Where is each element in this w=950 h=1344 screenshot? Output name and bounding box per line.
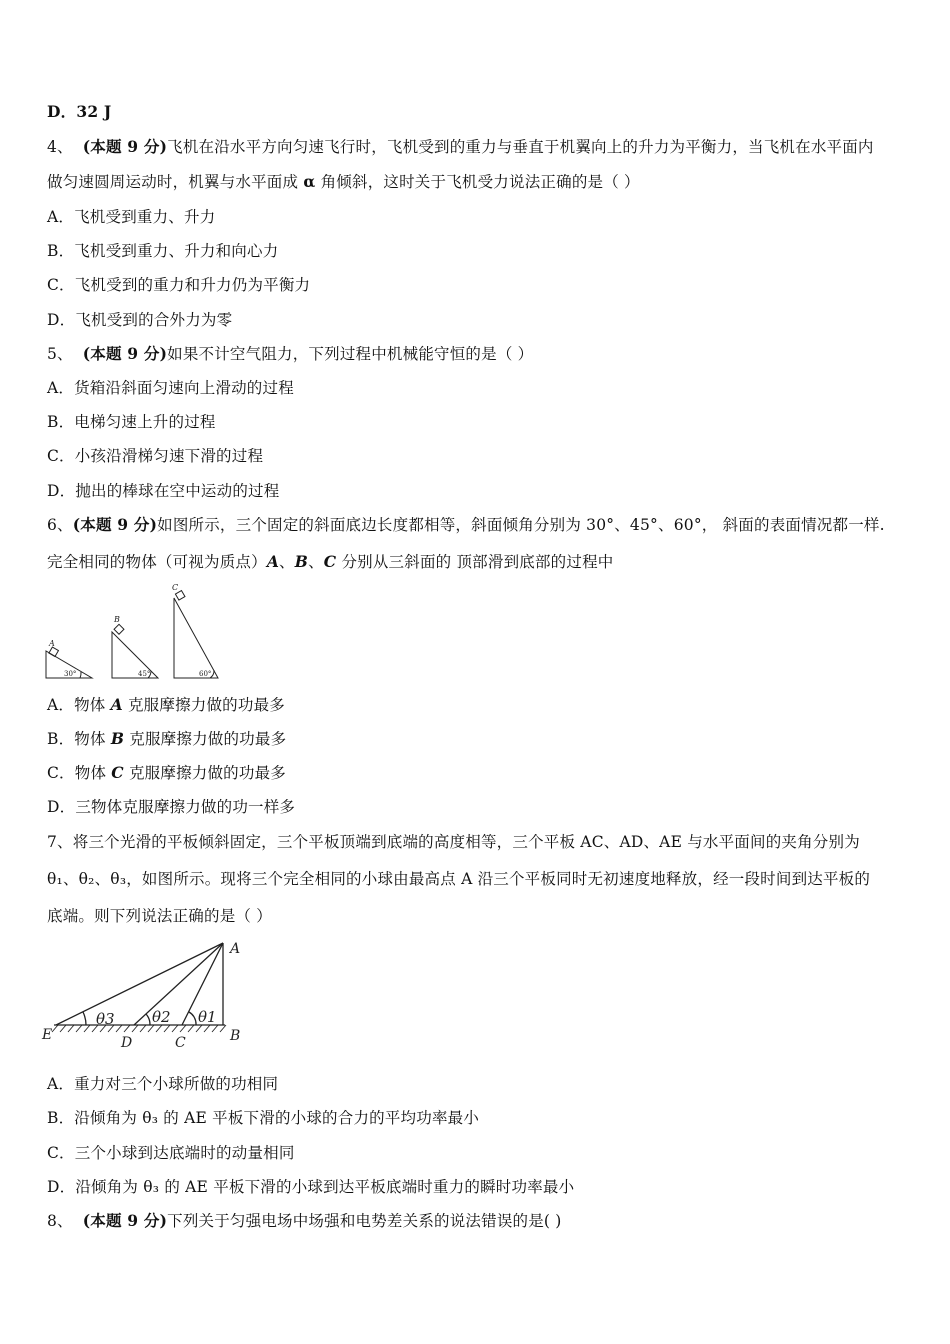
q6-option-b-obj: B <box>110 729 125 748</box>
angle-arc-theta1 <box>189 1012 196 1025</box>
q4-stem-line2 <box>47 172 640 192</box>
q6-option-a-prefix: A．物体 <box>47 696 111 714</box>
q7-option-b: B．沿倾角为 θ₃ 的 AE 平板下滑的小球的合力的平均功率最小 <box>47 1109 480 1127</box>
q6-option-b-suffix: 克服摩擦力做的功最多 <box>124 730 287 748</box>
q7-board-figure <box>40 935 255 1050</box>
q4-option-a: A．飞机受到重力、升力 <box>47 208 216 226</box>
q7-option-a: A．重力对三个小球所做的功相同 <box>47 1075 279 1093</box>
q6-obj-a: A <box>266 552 280 571</box>
q6-sep2: 、 <box>308 553 324 571</box>
q6-option-c <box>47 763 286 783</box>
q6-stem-text1: 如图所示，三个固定的斜面底边长度都相等，斜面倾角分别为 30°、45°、60°， 斜面的表面情况都一样. <box>157 516 885 534</box>
q4-stem-text2a: 做匀速圆周运动时，机翼与水平面成 <box>47 173 304 191</box>
q6-obj-c: C <box>323 552 337 571</box>
q7-stem-text1: 将三个光滑的平板倾斜固定，三个平板顶端到底端的高度相等，三个平板 AC、AD、AE 与水平面间的夹角分别为 <box>72 833 860 851</box>
q7-fig-point-d: D <box>121 1035 133 1050</box>
q6-fig-label-c: C <box>172 583 179 592</box>
incline-60 <box>174 598 218 678</box>
q6-stem-line1 <box>47 515 885 535</box>
ground-hatching <box>52 1025 226 1032</box>
q5-option-b: B．电梯匀速上升的过程 <box>47 413 216 431</box>
q6-fig-angle-45: 45° <box>138 670 151 678</box>
q5-number: 5、 <box>47 345 73 363</box>
q6-option-d: D．三物体克服摩擦力做的功一样多 <box>47 798 296 816</box>
q7-stem-line3: 底端。则下列说法正确的是（ ） <box>47 907 272 925</box>
q7-fig-point-a: A <box>230 941 241 957</box>
q8-stem-text: 下列关于匀强电场中场强和电势差关系的说法错误的是( ) <box>167 1212 562 1230</box>
q6-option-a <box>47 695 285 715</box>
q6-option-b-prefix: B．物体 <box>47 730 111 748</box>
q6-fig-label-b: B <box>114 615 120 624</box>
q6-option-c-suffix: 克服摩擦力做的功最多 <box>123 764 286 782</box>
q6-stem-text2b: 分别从三斜面的 顶部滑到底部的过程中 <box>336 553 614 571</box>
q4-option-c: C．飞机受到的重力和升力仍为平衡力 <box>47 276 311 294</box>
q6-option-c-prefix: C．物体 <box>47 764 112 782</box>
q7-fig-point-b: B <box>230 1028 241 1044</box>
q6-fig-angle-60: 60° <box>199 670 212 678</box>
q4-alpha: α <box>303 172 316 191</box>
q6-sep1: 、 <box>279 553 295 571</box>
q7-fig-point-e: E <box>42 1027 53 1043</box>
q4-stem-text2b: 角倾斜，这时关于飞机受力说法正确的是（ ） <box>315 173 640 191</box>
q8-score-tag: (本题 9 分) <box>82 1211 168 1230</box>
q6-option-b <box>47 729 286 749</box>
q4-stem-line1 <box>47 137 874 157</box>
q5-option-a: A．货箱沿斜面匀速向上滑动的过程 <box>47 379 294 397</box>
q6-obj-b: B <box>294 552 309 571</box>
q7-stem-line2: θ₁、θ₂、θ₃，如图所示。现将三个完全相同的小球由最高点 A 沿三个平板同时无初速度地释放，经一段时间到达平板的 <box>47 870 871 888</box>
q7-stem-line1 <box>47 832 860 852</box>
angle-arc-theta3 <box>83 1012 86 1025</box>
q6-option-a-obj: A <box>110 695 123 714</box>
q7-fig-angle-theta2: θ2 <box>152 1008 171 1026</box>
q7-option-d: D．沿倾角为 θ₃ 的 AE 平板下滑的小球到达平板底端时重力的瞬时功率最小 <box>47 1178 575 1196</box>
q5-stem-text: 如果不计空气阻力，下列过程中机械能守恒的是（ ） <box>167 345 534 363</box>
q6-fig-angle-30: 30° <box>64 670 77 678</box>
q5-stem <box>47 344 533 364</box>
q7-fig-point-c: C <box>175 1035 186 1050</box>
q8-number: 8、 <box>47 1212 73 1230</box>
q4-option-d: D．飞机受到的合外力为零 <box>47 311 233 329</box>
q6-number: 6、 <box>47 516 73 534</box>
q4-number: 4、 <box>47 138 73 156</box>
q8-stem <box>47 1211 562 1231</box>
q7-fig-angle-theta3: θ3 <box>96 1010 115 1028</box>
block-b <box>114 624 124 634</box>
q7-option-c: C．三个小球到达底端时的动量相同 <box>47 1144 295 1162</box>
angle-arc-30 <box>80 672 81 678</box>
q4-stem-text1: 飞机在沿水平方向匀速飞行时，飞机受到的重力与垂直于机翼向上的升力为平衡力，当飞机在水平面内 <box>167 138 874 156</box>
q5-option-c: C．小孩沿滑梯匀速下滑的过程 <box>47 447 264 465</box>
q6-option-c-obj: C <box>111 763 124 782</box>
q7-fig-angle-theta1: θ1 <box>198 1008 217 1026</box>
q5-option-d: D．抛出的棒球在空中运动的过程 <box>47 482 280 500</box>
q6-option-a-suffix: 克服摩擦力做的功最多 <box>122 696 285 714</box>
q6-incline-figure <box>40 580 240 685</box>
q6-stem-line2 <box>47 552 613 572</box>
q6-stem-text2a: 完全相同的物体（可视为质点） <box>47 553 267 571</box>
q6-score-tag: (本题 9 分) <box>72 515 158 534</box>
angle-arc-theta2 <box>146 1014 150 1025</box>
q7-number: 7、 <box>47 833 73 851</box>
q6-fig-label-a: A <box>49 639 55 648</box>
q5-score-tag: (本题 9 分) <box>82 344 168 363</box>
q3-option-d: D．32 J <box>47 102 112 121</box>
q4-score-tag: (本题 9 分) <box>82 137 168 156</box>
q4-option-b: B．飞机受到重力、升力和向心力 <box>47 242 279 260</box>
